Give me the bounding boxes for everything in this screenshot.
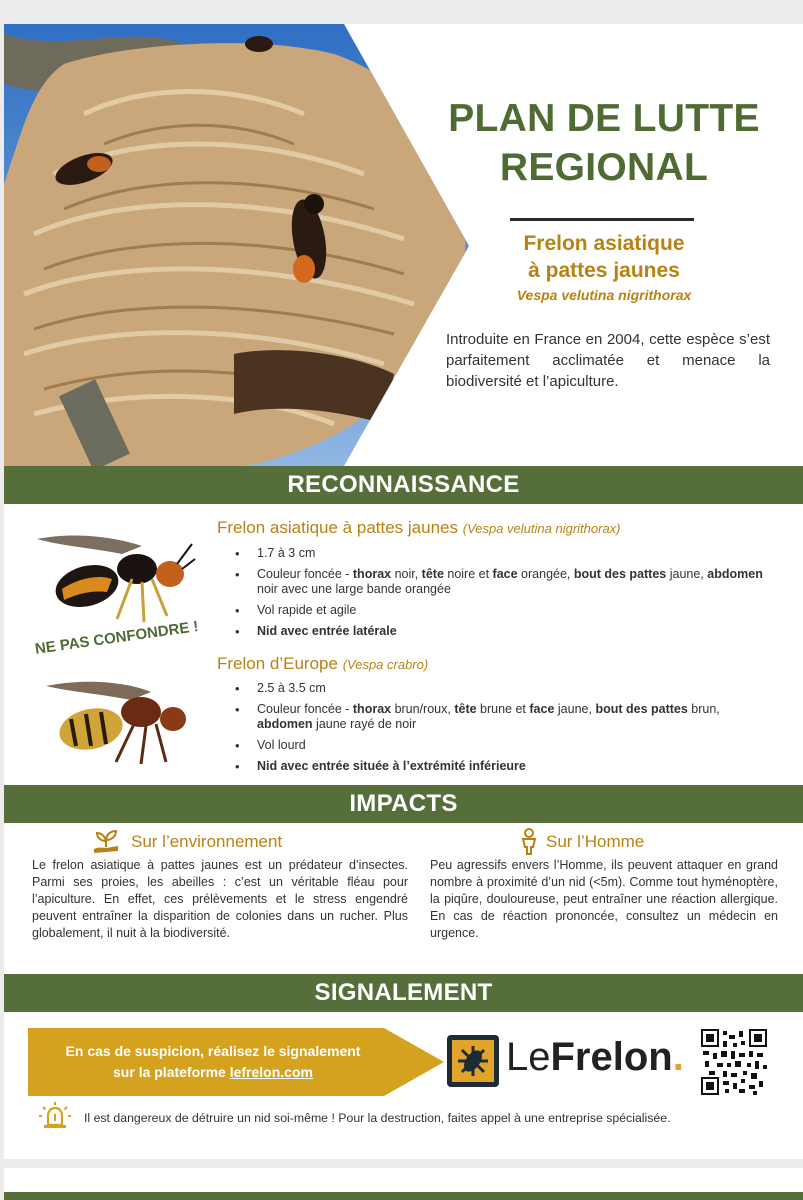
person-icon bbox=[518, 827, 540, 855]
impact-human-text: Peu agressifs envers l’Homme, ils peuvent attaquer en grand nombre à proximité d’un nid (<5m). Comme tout hyménoptère, la piqûre, douloureuse, peut entraîner une réaction allergique. En cas de réaction prononcée, consultez un médecin en urgence. bbox=[430, 858, 778, 940]
trait-flight: • Vol rapide et agile bbox=[235, 603, 775, 618]
trait-nest: • Nid avec entrée latérale bbox=[235, 624, 775, 639]
page-title: PLAN DE LUTTE REGIONAL bbox=[448, 97, 760, 189]
next-page-green-strip bbox=[4, 1192, 803, 1200]
species-2-traits bbox=[235, 681, 775, 780]
poster-page bbox=[4, 24, 803, 1159]
impact-human-title: Sur l’Homme bbox=[546, 832, 645, 851]
species-2-title: Frelon d’Europe (Vespa crabro) bbox=[217, 654, 429, 673]
trait-nest: • Nid avec entrée située à l’extrémité inférieure bbox=[235, 759, 775, 774]
asian-hornet-image bbox=[32, 524, 197, 629]
lefrelon-logo-icon bbox=[446, 1034, 500, 1088]
trait-flight: • Vol lourd bbox=[235, 738, 775, 753]
impact-environment-text: Le frelon asiatique à pattes jaunes est un prédateur d’insectes. Parmi ses proies, les abeilles : c’est un véritable fléau pour l’apiculture. En effet, ces prélèvements et le stress engendré peuvent entraîner la disparition de colonies dans un rucher. Plus globalement, il nuit à la biodiversité. bbox=[32, 858, 408, 940]
next-page-edge bbox=[4, 1168, 803, 1200]
alarm-icon bbox=[38, 1101, 72, 1131]
trait-color: • Couleur foncée - thorax noir, tête noire et face orangée, bout des pattes jaune, abdomen noir avec une large bande orangée bbox=[235, 567, 775, 597]
lefrelon-link[interactable]: lefrelon.com bbox=[229, 1064, 313, 1080]
impact-environment-title: Sur l’environnement bbox=[131, 832, 283, 851]
species-1-traits bbox=[235, 546, 775, 645]
species-1-title: Frelon asiatique à pattes jaunes (Vespa velutina nigrithorax) bbox=[217, 518, 621, 537]
species-latin-name: Vespa velutina nigrithorax bbox=[516, 287, 692, 303]
species-subtitle: Frelon asiatique à pattes jaunes bbox=[523, 232, 685, 282]
hornet-nest-photo bbox=[4, 24, 469, 466]
impacts-header: IMPACTS bbox=[4, 785, 803, 823]
qr-code[interactable] bbox=[701, 1029, 767, 1095]
do-not-confuse-label: NE PAS CONFONDRE ! bbox=[34, 618, 200, 658]
intro-paragraph: Introduite en France en 2004, cette espèce s’est parfaitement acclimatée et menace la biodiversité et l’apiculture. bbox=[446, 331, 770, 390]
report-instructions: En cas de suspicion, réalisez le signalement sur la plateforme lefrelon.com bbox=[65, 1043, 361, 1080]
trait-size: • 2.5 à 3.5 cm bbox=[235, 681, 775, 696]
trait-color: • Couleur foncée - thorax brun/roux, tête brune et face jaune, bout des pattes brun, abdomen jaune rayé de noir bbox=[235, 702, 775, 732]
plant-hand-icon bbox=[92, 827, 120, 855]
european-hornet-image bbox=[36, 674, 196, 769]
reconnaissance-header: RECONNAISSANCE bbox=[4, 466, 803, 504]
lefrelon-logo-text[interactable]: LeFrelon. bbox=[506, 1035, 684, 1079]
signalement-header: SIGNALEMENT bbox=[4, 974, 803, 1012]
destruction-warning: Il est dangereux de détruire un nid soi-même ! Pour la destruction, faites appel à une entreprise spécialisée. bbox=[84, 1111, 671, 1125]
trait-size: • 1.7 à 3 cm bbox=[235, 546, 775, 561]
hero-section bbox=[4, 24, 803, 466]
title-divider bbox=[510, 218, 694, 221]
